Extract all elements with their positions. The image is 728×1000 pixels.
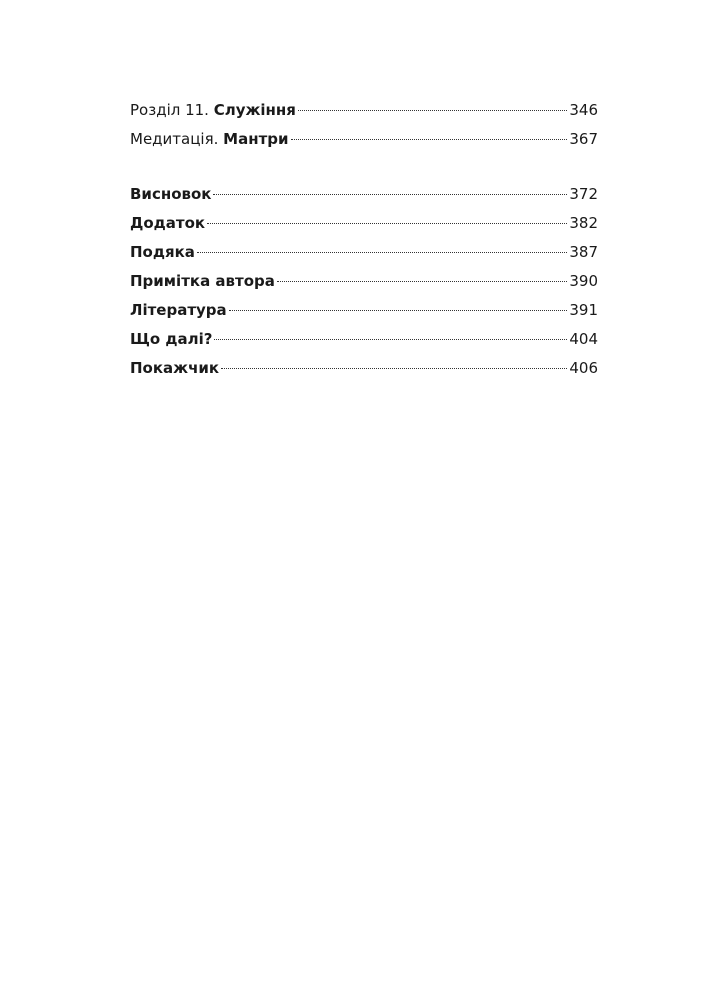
- dot-leader: [213, 194, 567, 195]
- toc-back-matter-group: [130, 180, 598, 383]
- dot-leader: [277, 281, 567, 282]
- toc-entry-index[interactable]: [130, 354, 598, 383]
- toc-entry-name: Примітка автора: [130, 272, 275, 290]
- toc-entry-page-number: 404: [569, 330, 598, 348]
- toc-entry-conclusion[interactable]: [130, 180, 598, 209]
- toc-chapter-group: [130, 96, 598, 154]
- toc-entry-name: Мантри: [223, 130, 289, 148]
- toc-entry-prefix: Медитація.: [130, 130, 224, 148]
- toc-entry-page-number: 390: [569, 272, 598, 290]
- dot-leader: [214, 339, 567, 340]
- toc-entry-page-number: 372: [569, 185, 598, 203]
- toc-entry-name: Що далі?: [130, 330, 213, 348]
- toc-entry-page-number: 346: [569, 101, 598, 119]
- toc-entry-name: Покажчик: [130, 359, 220, 377]
- toc-entry-name: Висновок: [130, 185, 212, 203]
- toc-entry-page-number: 406: [569, 359, 598, 377]
- toc-entry-page-number: 387: [569, 243, 598, 261]
- toc-entry-bibliography[interactable]: [130, 296, 598, 325]
- toc-entry-page-number: 382: [569, 214, 598, 232]
- toc-entry-appendix[interactable]: [130, 209, 598, 238]
- toc-entry-meditation[interactable]: [130, 125, 598, 154]
- dot-leader: [221, 368, 567, 369]
- toc-entry-name: Служіння: [213, 101, 296, 119]
- toc-entry-acknowledgements[interactable]: [130, 238, 598, 267]
- dot-leader: [298, 110, 567, 111]
- dot-leader: [197, 252, 567, 253]
- toc-entry-name: Подяка: [130, 243, 195, 261]
- dot-leader: [207, 223, 567, 224]
- toc-entry-whats-next[interactable]: [130, 325, 598, 354]
- toc-entry-chapter-11[interactable]: [130, 96, 598, 125]
- toc-entry-page-number: 367: [569, 130, 598, 148]
- toc-entry-name: Додаток: [130, 214, 206, 232]
- dot-leader: [229, 310, 568, 311]
- toc-entry-title: [130, 96, 296, 125]
- toc-entry-page-number: 391: [569, 301, 598, 319]
- toc-entry-title: [130, 125, 289, 154]
- toc-entry-name: Література: [130, 301, 227, 319]
- dot-leader: [291, 139, 568, 140]
- toc-entry-prefix: Розділ 11.: [130, 101, 214, 119]
- toc-entry-author-note[interactable]: [130, 267, 598, 296]
